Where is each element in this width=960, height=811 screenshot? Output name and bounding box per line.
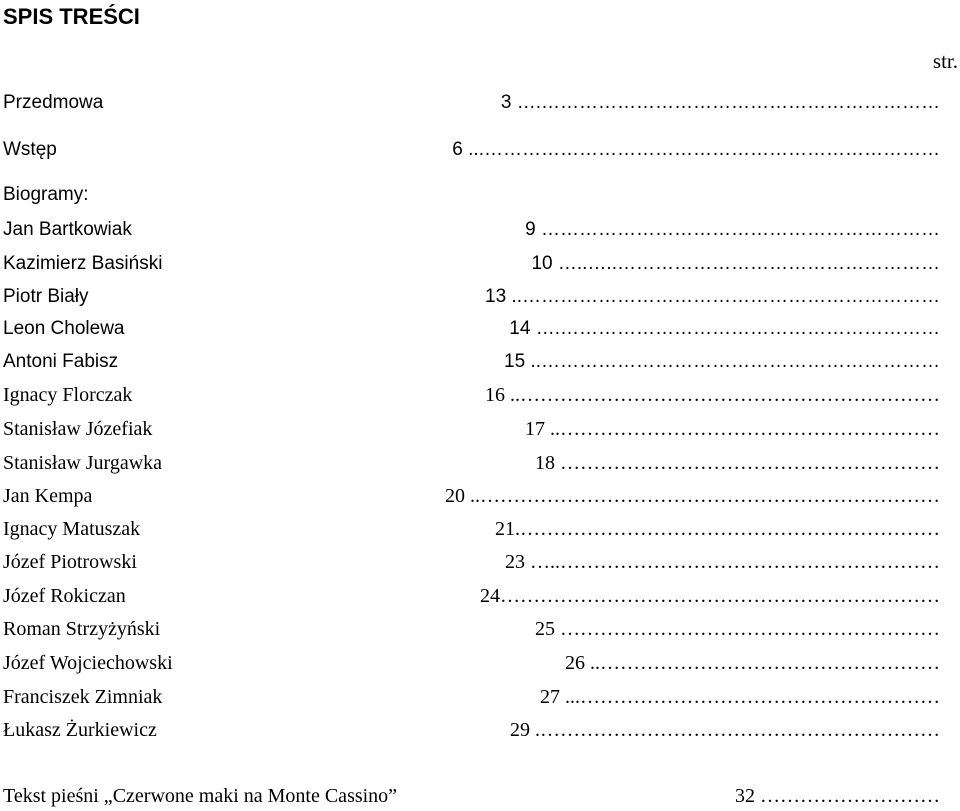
toc-entry-leader-and-page: ……………………………………………………….21: [495, 518, 940, 540]
toc-entry-label: Franciszek Zimniak: [3, 686, 163, 708]
toc-entry-leader-and-page: ………………………………………………… 18: [535, 452, 940, 474]
toc-entry: [3, 514, 940, 544]
toc-entry-leader-and-page: …………………………………………………………….. 20: [445, 485, 940, 507]
toc-entry-leader-and-page: …………………………………………………..… 23: [505, 551, 940, 573]
toc-entry: [3, 781, 940, 811]
toc-entry: [3, 581, 940, 611]
toc-entry-label: Stanisław Jurgawka: [3, 452, 163, 474]
toc-entry-label: Biogramy:: [3, 184, 89, 205]
toc-entry-leader-and-page: ……………………………………………………… 9: [525, 219, 940, 240]
toc-entry: [3, 180, 940, 210]
toc-entry: [3, 715, 940, 745]
toc-entry-label: Józef Piotrowski: [3, 551, 137, 573]
toc-entry: [3, 249, 940, 279]
toc-entry: [3, 347, 940, 377]
toc-entry-leader-and-page: …………………………………………….. 26: [565, 652, 940, 674]
toc-entry: [3, 380, 940, 410]
toc-entry-label: Ignacy Florczak: [3, 384, 133, 406]
toc-entry: [3, 282, 940, 312]
toc-entry-label: Kazimierz Basiński: [3, 253, 163, 274]
toc-entry-label: Piotr Biały: [3, 286, 89, 307]
toc-entry-leader-and-page: ……………………………………………………….… 3: [500, 92, 940, 113]
toc-entry-label: Stanisław Józefiak: [3, 418, 153, 440]
toc-entry: [3, 414, 940, 444]
page-column-label: str.: [932, 49, 958, 73]
toc-entry-label: Wstęp: [3, 139, 57, 160]
toc-entry-leader-and-page: ……………………………………………………. 29: [510, 719, 940, 741]
toc-entry-leader-and-page: ……………………………………………………….. 15: [504, 351, 940, 372]
toc-entry-leader-and-page: ………………………………………………... 27: [540, 686, 940, 708]
toc-entry-label: Roman Strzyżyński: [3, 618, 161, 640]
toc-entry-label: Łukasz Żurkiewicz: [3, 719, 157, 741]
page-title: SPIS TREŚCI: [3, 4, 140, 29]
toc-entry-label: Leon Cholewa: [3, 318, 125, 339]
toc-entry-leader-and-page: ………………………………………………….. 17: [525, 418, 940, 440]
toc-entry: [3, 614, 940, 644]
toc-entry-leader-and-page: ……………………………………………………….. 16: [485, 384, 940, 406]
toc-entry: [3, 682, 940, 712]
toc-entry: [3, 314, 940, 344]
toc-entry: [3, 547, 940, 577]
toc-entry-leader-and-page: ……………………………………………..…..… 10: [531, 253, 940, 274]
toc-entry-label: Tekst pieśni „Czerwone maki na Monte Cassino”: [3, 785, 398, 807]
toc-entry-leader-and-page: …………………………………………………………24: [480, 585, 940, 607]
toc-entry-label: Józef Rokiczan: [3, 585, 126, 607]
toc-entry: [3, 481, 940, 511]
toc-entry: [3, 448, 940, 478]
toc-entry-leader-and-page: ………………………………………………… 25: [535, 618, 940, 640]
toc-entry: [3, 215, 940, 245]
toc-entry-leader-and-page: ………………………………………………………………... 6: [452, 139, 940, 160]
toc-entry-leader-and-page: ………………………………………………………….. 13: [485, 286, 940, 307]
toc-entry-label: Jan Kempa: [3, 485, 93, 507]
toc-entry-label: Ignacy Matuszak: [3, 518, 141, 540]
toc-entry: [3, 88, 940, 118]
toc-entry-label: Jan Bartkowiak: [3, 219, 132, 240]
toc-entry: [3, 135, 940, 165]
toc-entry-leader-and-page: …………………………………………………….… 14: [509, 318, 940, 339]
toc-entry-label: Józef Wojciechowski: [3, 652, 173, 674]
toc-entry-label: Przedmowa: [3, 92, 104, 113]
toc-entry: [3, 648, 940, 678]
toc-entry-label: Antoni Fabisz: [3, 351, 119, 372]
toc-entry-leader-and-page: ……………………… 32: [735, 785, 940, 807]
